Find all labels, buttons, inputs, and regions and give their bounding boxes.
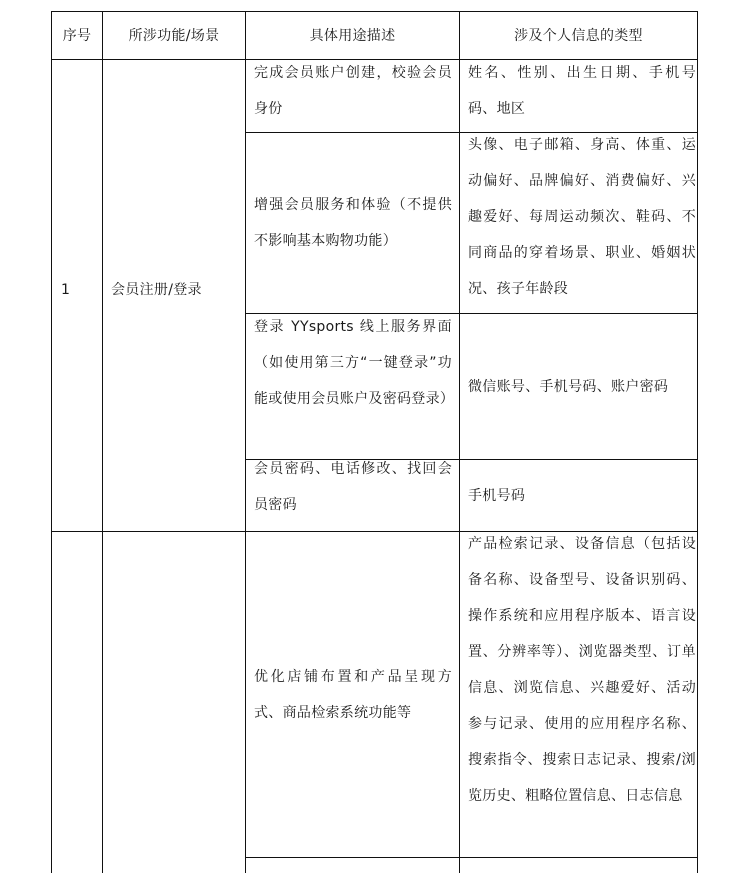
row1-item4-types-text: 手机号码 [468, 487, 526, 504]
row1-item3-types-cell [468, 314, 696, 459]
row2-item1-types-cell [468, 526, 696, 852]
column-divider [459, 11, 460, 873]
header-index [52, 12, 102, 59]
header-types [460, 12, 697, 59]
column-divider [102, 11, 103, 873]
header-types-text: 涉及个人信息的类型 [514, 27, 643, 44]
row1-item3-types-text: 微信账号、手机号码、账户密码 [468, 378, 669, 395]
row1-item3-purpose-cell [254, 309, 455, 457]
row1-item2-purpose-text: 增强会员服务和体验（不提供不影响基本购物功能） [254, 197, 452, 249]
row1-item4-types-cell [468, 460, 696, 531]
row1-item2-types-text: 头像、电子邮箱、身高、体重、运动偏好、品牌偏好、消费偏好、兴趣爱好、每周运动频次、鞋码、不同商品的穿着场景、职业、婚姻状况、孩子年龄段 [468, 137, 696, 297]
row1-item3-purpose-text: 登录 YYsports 线上服务界面（如使用第三方“一键登录”功能或使用会员账户及密码登录） [254, 319, 455, 407]
row2-item1-purpose-cell [254, 532, 452, 857]
header-purpose [246, 12, 459, 59]
header-function [103, 12, 245, 59]
row1-item2-types-cell [468, 127, 696, 311]
row1-item2-purpose-cell [254, 133, 452, 313]
header-index-text: 序号 [62, 27, 92, 44]
row1-item1-purpose-cell [254, 55, 452, 129]
row1-item4-purpose-cell [254, 451, 452, 525]
row1-item1-purpose-text: 完成会员账户创建，校验会员身份 [254, 65, 452, 117]
row1-item1-types-text: 姓名、性别、出生日期、手机号码、地区 [468, 65, 696, 117]
row1-function-cell [111, 272, 241, 308]
row-divider [245, 857, 698, 858]
row1-index-cell [61, 272, 95, 308]
row2-item1-types-text: 产品检索记录、设备信息（包括设备名称、设备型号、设备识别码、操作系统和应用程序版本、语言设置、分辨率等）、浏览器类型、订单信息、浏览信息、兴趣爱好、活动参与记录、使用的应用程序名称、搜索指令、搜索日志记录、搜索/浏览历史、粗略位置信息、日志信息 [468, 536, 696, 804]
row1-item4-purpose-text: 会员密码、电话修改、找回会员密码 [254, 461, 452, 513]
column-divider [245, 11, 246, 873]
header-function-text: 所涉功能/场景 [128, 27, 220, 44]
row2-item1-purpose-text: 优化店铺布置和产品呈现方式、商品检索系统功能等 [254, 668, 452, 721]
header-purpose-text: 具体用途描述 [309, 27, 396, 44]
row1-index-text: 1 [61, 282, 71, 298]
row1-item1-types-cell [468, 55, 696, 129]
table-border-right [697, 11, 698, 873]
table-border-left [51, 11, 52, 873]
row1-function-text: 会员注册/登录 [111, 282, 202, 298]
